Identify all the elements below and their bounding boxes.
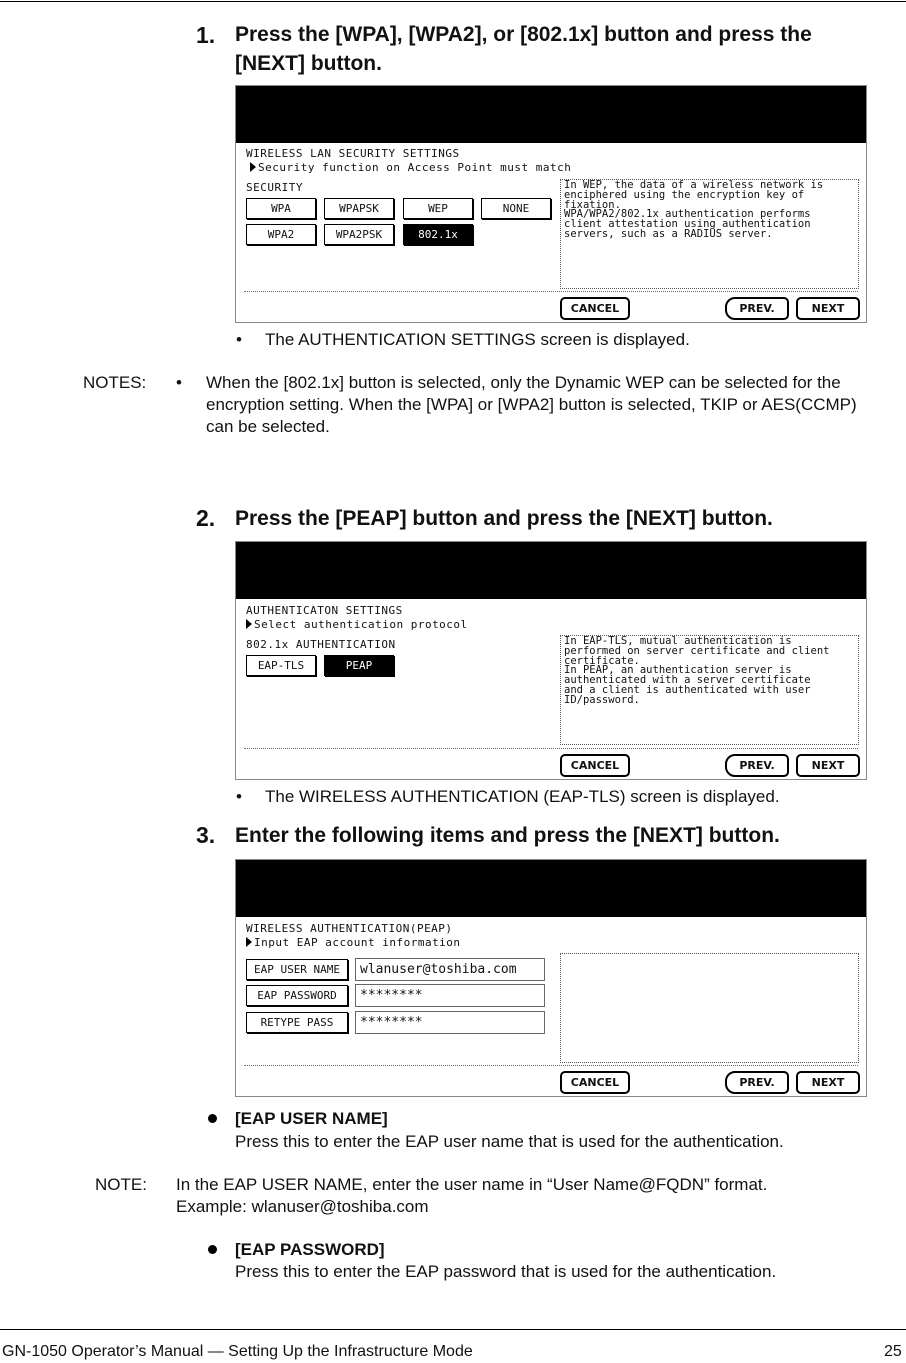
notes-label: NOTES: <box>83 373 147 392</box>
screen-heading: AUTHENTICATON SETTINGS <box>246 604 403 617</box>
peap-button[interactable]: PEAP <box>324 655 394 676</box>
divider <box>244 1065 858 1066</box>
info-text: In EAP-TLS, mutual authentication is performed on server certificate and client certificate. In PEAP, an authentication server is authenticated with a server certificate and a client is authenticated with user ID/password. <box>564 635 830 706</box>
screen-wireless-authentication <box>235 859 867 1097</box>
screen-security-settings <box>235 85 867 323</box>
info-box <box>560 953 859 1063</box>
wpapsk-button[interactable]: WPAPSK <box>324 198 394 219</box>
bullet-mark: • <box>236 330 242 349</box>
wpa2psk-button[interactable]: WPA2PSK <box>324 224 394 245</box>
screen-heading: WIRELESS LAN SECURITY SETTINGS <box>246 147 460 160</box>
security-label: SECURITY <box>246 181 303 194</box>
retype-pass-button[interactable]: RETYPE PASS <box>246 1012 348 1033</box>
item-password-title: [EAP PASSWORD] <box>235 1240 385 1259</box>
item-password-desc: Press this to enter the EAP password that is used for the authentication. <box>235 1262 777 1281</box>
cancel-button[interactable]: CANCEL <box>560 1071 630 1094</box>
screen-header-bar <box>236 860 866 917</box>
step1-number: 1. <box>196 22 216 48</box>
wep-button[interactable]: WEP <box>403 198 473 219</box>
page-number: 25 <box>884 1343 902 1360</box>
step1-bullet: The AUTHENTICATION SETTINGS screen is displayed. <box>265 330 690 349</box>
triangle-icon <box>250 162 256 172</box>
screen-authentication-settings <box>235 541 867 780</box>
eap-password-field[interactable]: ******** <box>355 984 545 1007</box>
screen-subheading: Select authentication protocol <box>246 618 468 631</box>
retype-pass-field[interactable]: ******** <box>355 1011 545 1034</box>
cancel-button[interactable]: CANCEL <box>560 297 630 320</box>
bullet-mark: • <box>236 787 242 806</box>
info-box <box>560 635 859 745</box>
notes-text: When the [802.1x] button is selected, only the Dynamic WEP can be selected for the encryption setting. When the [WPA] or [WPA2] button is selected, TKIP or AES(CCMP) can be selected. <box>206 373 857 436</box>
note-line2: Example: wlanuser@toshiba.com <box>176 1197 429 1216</box>
footer-title: GN-1050 Operator’s Manual — Setting Up the Infrastructure Mode <box>2 1343 473 1360</box>
none-button[interactable]: NONE <box>481 198 551 219</box>
footer-rule <box>0 1329 906 1330</box>
step3-number: 3. <box>196 822 216 848</box>
item-user-name-title: [EAP USER NAME] <box>235 1109 388 1128</box>
divider <box>244 748 858 749</box>
step2-title: Press the [PEAP] button and press the [NEXT] button. <box>235 507 773 530</box>
step2-bullet: The WIRELESS AUTHENTICATION (EAP-TLS) screen is displayed. <box>265 787 780 806</box>
screen-header-bar <box>236 542 866 599</box>
info-text: In WEP, the data of a wireless network is enciphered using the encryption key of fixation. WPA/WPA2/802.1x authentication performs client attestation using authentication servers, such as a RADIUS server. <box>564 179 824 240</box>
triangle-icon <box>246 619 252 629</box>
next-button[interactable]: NEXT <box>796 1071 860 1094</box>
divider <box>244 291 858 292</box>
wpa-button[interactable]: WPA <box>246 198 316 219</box>
eap-user-name-button[interactable]: EAP USER NAME <box>246 959 348 980</box>
cancel-button[interactable]: CANCEL <box>560 754 630 777</box>
bullet-dot <box>208 1114 217 1123</box>
bullet-dot <box>208 1245 217 1254</box>
top-rule <box>0 1 906 2</box>
triangle-icon <box>246 937 252 947</box>
next-button[interactable]: NEXT <box>796 297 860 320</box>
prev-button[interactable]: PREV. <box>725 754 789 777</box>
eap-tls-button[interactable]: EAP-TLS <box>246 655 316 676</box>
8021x-button[interactable]: 802.1x <box>403 224 473 245</box>
eap-user-name-field[interactable]: wlanuser@toshiba.com <box>355 958 545 981</box>
step3-title: Enter the following items and press the [NEXT] button. <box>235 824 780 847</box>
note-label: NOTE: <box>95 1175 147 1194</box>
next-button[interactable]: NEXT <box>796 754 860 777</box>
info-box <box>560 179 859 289</box>
screen-header-bar <box>236 86 866 143</box>
item-user-name-desc: Press this to enter the EAP user name that is used for the authentication. <box>235 1132 784 1151</box>
wpa2-button[interactable]: WPA2 <box>246 224 316 245</box>
step2-number: 2. <box>196 505 216 531</box>
note-line1: In the EAP USER NAME, enter the user name in “User Name@FQDN” format. <box>176 1175 768 1194</box>
screen-heading: WIRELESS AUTHENTICATION(PEAP) <box>246 922 453 935</box>
prev-button[interactable]: PREV. <box>725 297 789 320</box>
screen-subheading: Input EAP account information <box>246 936 461 949</box>
prev-button[interactable]: PREV. <box>725 1071 789 1094</box>
eap-password-button[interactable]: EAP PASSWORD <box>246 985 348 1006</box>
screen-subheading: Security function on Access Point must match <box>250 161 571 174</box>
section-label: 802.1x AUTHENTICATION <box>246 638 396 651</box>
step1-title: Press the [WPA], [WPA2], or [802.1x] button and press the [NEXT] button. <box>235 23 812 75</box>
notes-bullet-mark: • <box>176 373 182 392</box>
